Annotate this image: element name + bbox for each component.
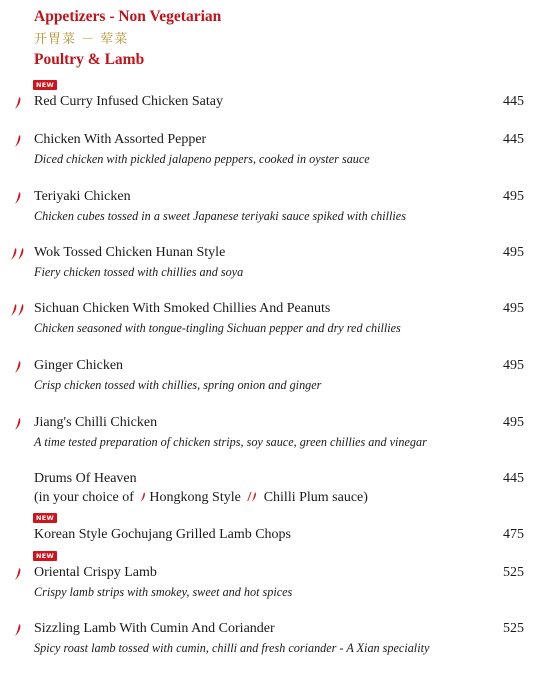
choice-option-a: Hongkong Style bbox=[149, 490, 241, 505]
item-description: Chicken cubes tossed in a sweet Japanese teriyaki sauce spiked with chillies bbox=[34, 209, 406, 223]
new-badge: NEW bbox=[33, 513, 57, 523]
item-name: Teriyaki Chicken bbox=[34, 189, 131, 204]
item-price: 525 bbox=[503, 621, 524, 636]
item-description: Crisp chicken tossed with chillies, spring onion and ginger bbox=[34, 378, 322, 392]
item-name: Sizzling Lamb With Cumin And Coriander bbox=[34, 621, 275, 636]
double-chili-icon bbox=[9, 247, 26, 261]
chili-icon bbox=[13, 417, 23, 431]
item-name: Oriental Crispy Lamb bbox=[34, 565, 157, 580]
chili-icon bbox=[13, 360, 23, 374]
choice-separator: / bbox=[247, 490, 252, 505]
item-name: Sichuan Chicken With Smoked Chillies And Peanuts bbox=[34, 301, 331, 316]
item-name: Chicken With Assorted Pepper bbox=[34, 132, 207, 147]
item-description: Diced chicken with pickled jalapeno peppers, cooked in oyster sauce bbox=[34, 152, 370, 166]
item-description: Spicy roast lamb tossed with cumin, chilli and fresh coriander - A Xian speciality bbox=[34, 641, 430, 655]
header-title: Appetizers - Non Vegetarian bbox=[34, 8, 222, 25]
item-price: 445 bbox=[503, 94, 524, 109]
item-description: Chicken seasoned with tongue-tingling Sichuan pepper and dry red chillies bbox=[34, 321, 401, 335]
chili-icon bbox=[13, 191, 23, 205]
chili-icon bbox=[139, 491, 147, 508]
new-badge: NEW bbox=[33, 80, 57, 90]
chili-icon bbox=[13, 567, 23, 581]
item-description: Crispy lamb strips with smokey, sweet and hot spices bbox=[34, 585, 293, 599]
header-chinese: 开胃菜 － 荤菜 bbox=[34, 32, 129, 47]
item-name: Ginger Chicken bbox=[34, 358, 124, 373]
double-chili-icon bbox=[9, 303, 26, 317]
item-price: 495 bbox=[503, 301, 524, 316]
chili-icon bbox=[13, 96, 23, 110]
item-name: Korean Style Gochujang Grilled Lamb Chops bbox=[34, 527, 292, 542]
choice-option-b: Chilli Plum sauce) bbox=[263, 490, 368, 505]
item-description: A time tested preparation of chicken strips, soy sauce, green chillies and vinegar bbox=[34, 435, 427, 449]
item-price: 445 bbox=[503, 132, 524, 147]
item-price: 525 bbox=[503, 565, 524, 580]
item-price: 445 bbox=[503, 471, 524, 486]
item-name: Jiang's Chilli Chicken bbox=[34, 415, 158, 430]
item-price: 495 bbox=[503, 245, 524, 260]
item-price: 495 bbox=[503, 358, 524, 373]
chili-icon bbox=[13, 134, 23, 148]
choice-prefix: (in your choice of bbox=[34, 490, 134, 505]
sauce-choice bbox=[34, 490, 368, 508]
section-title: Poultry & Lamb bbox=[34, 51, 145, 68]
new-badge: NEW bbox=[33, 551, 57, 561]
item-price: 475 bbox=[503, 527, 524, 542]
item-price: 495 bbox=[503, 189, 524, 204]
chili-icon bbox=[250, 491, 258, 508]
item-price: 495 bbox=[503, 415, 524, 430]
chili-icon bbox=[13, 623, 23, 637]
item-description: Fiery chicken tossed with chillies and soya bbox=[34, 265, 244, 279]
item-name: Red Curry Infused Chicken Satay bbox=[34, 94, 223, 109]
item-name: Drums Of Heaven bbox=[34, 471, 137, 486]
item-name: Wok Tossed Chicken Hunan Style bbox=[34, 245, 226, 260]
